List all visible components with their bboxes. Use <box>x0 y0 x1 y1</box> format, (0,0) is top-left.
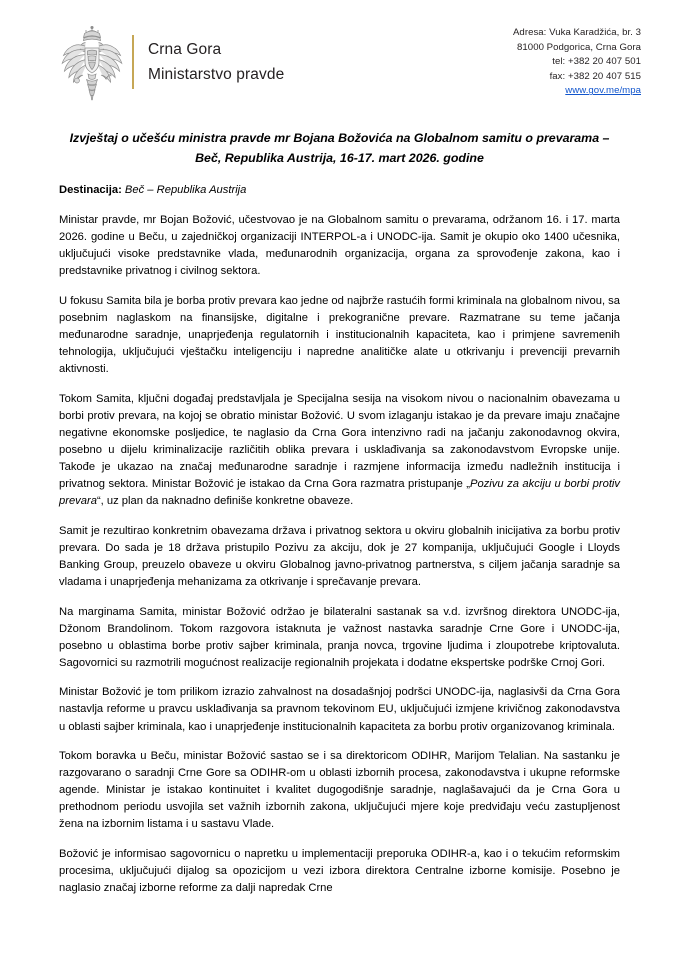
contact-website-row <box>513 84 641 99</box>
paragraph-5: Na marginama Samita, ministar Božović održao je bilateralni sastanak sa v.d. izvršnog direktora UNODC-ija, Džonom Brandolinom. Tokom razgovora istaknuta je važnost nastavka saradnje Crne Gore i UNODC-ija, posebno u oblastima borbe protiv sajber kriminala, pranja novca, trgovine ljudima i zloupotrebe kriptovaluta. Sagovornici su razmotrili mogućnost realizacije regionalnih projekata i dodatne ekspertske podrške Crnoj Gori. <box>59 605 620 669</box>
ministry-name: Ministarstvo pravde <box>148 65 285 83</box>
letterhead <box>0 0 679 102</box>
destination-value: Beč – Republika Austrija <box>124 184 247 197</box>
website-link[interactable]: www.gov.me/mpa <box>565 85 641 97</box>
brand-text <box>148 41 284 82</box>
contact-fax: fax: +382 20 407 515 <box>549 70 641 82</box>
country-name: Crna Gora <box>148 41 222 59</box>
paragraph-2: U fokusu Samita bila je borba protiv prevara kao jedne od najbrže rastućih formi kriminala na globalnom nivou, sa posebnim naglaskom na finansijske, digitalne i prekogranične prevare. Razmatrane su teme jačanja međunarodne saradnje, unaprjeđenja regulatornih i institucionalnih kapaciteta, kao i primjene savremenih tehnologija, uključujući vještačku inteligenciju i napredne analitičke alate u otkrivanju i prevenciji prevarnih aktivnosti. <box>59 294 620 376</box>
paragraph-3-quote: Pozivu za akciju u borbi protiv prevara <box>59 478 621 508</box>
paragraph-3 <box>59 391 620 511</box>
destination-line <box>59 182 620 199</box>
paragraph-3-prefix: Tokom Samita, ključni događaj predstavljala je Specijalna sesija na visokom nivou o nacionalnim obavezama u borbi protiv prevara, na kojoj se obratio ministar Božović. U svom izlaganju istakao je da prevare imaju značajne negativne ekonomske posljedice, te naglasio da Crna Gora intenzivno radi na jačanju zakonodavnog okvira, posebno u dijelu kriminalizacije različitih oblika prevara i usklađivanja sa zakonodavstvom Evropske unije. Takođe je ukazao na značaj međunarodne saradnje i razmjene informacija između nadležnih institucija i privatnog sektora. Ministar Božović je istakao da Crna Gora razmatra pristupanje „ <box>59 392 620 491</box>
brand-block <box>58 22 284 102</box>
contact-telephone: tel: +382 20 407 501 <box>552 56 641 68</box>
brand-divider <box>132 35 134 89</box>
contact-block <box>513 22 641 99</box>
montenegro-coat-of-arms-icon <box>58 22 126 102</box>
destination-label: Destinacija: <box>59 184 122 197</box>
paragraph-3-suffix: “, uz plan da naknadno definiše konkretne obaveze. <box>96 495 354 508</box>
contact-address-line-1: Adresa: Vuka Karadžića, br. 3 <box>512 27 641 38</box>
document-body <box>0 128 679 897</box>
contact-address-line-2: 81000 Podgorica, Crna Gora <box>517 41 641 53</box>
paragraph-6: Ministar Božović je tom prilikom izrazio zahvalnost na dosadašnjoj podršci UNODC-ija, naglasivši da Crna Gora nastavlja reforme u pravcu usklađivanja sa pravnom tekovinom EU, uključujući izmjene krivičnog zakonodavstva u oblasti sajber kriminala, kao i unaprjeđenje institucionalnih kapaciteta za borbu protiv organizovanog kriminala. <box>59 686 620 733</box>
paragraph-4: Samit je rezultirao konkretnim obavezama država i privatnog sektora u okviru globalnih inicijativa za borbu protiv prevara. Do sada je 18 država pristupilo Pozivu za akciju, dok je 27 kompanija, uključujući Google i Lloyds Banking Group, preuzelo obaveze u okviru Globalnog javno-privatnog partnerstva, s ciljem jačanja saradnje sa vladama i unaprjeđenja mehanizama za otkrivanje i sprečavanje prevara. <box>59 524 620 588</box>
paragraph-1: Ministar pravde, mr Bojan Božović, učestvovao je na Globalnom samitu o prevarama, održanom 16. i 17. marta 2026. godine u Beču, u zajedničkoj organizaciji INTERPOL-a i UNODC-ija. Samit je okupio oko 1400 učesnika, uključujući visoke predstavnike vlada, međunarodnih organizacija, organa za sprovođenje zakona, kao i predstavnike privatnog i civilnog sektora. <box>59 213 620 278</box>
document-title: Izvještaj o učešću ministra pravde mr Bojana Božovića na Globalnom samitu o prevarama – Beč, Republika Austrija, 16-17. mart 2026. godine <box>69 131 610 166</box>
paragraph-7: Tokom boravka u Beču, ministar Božović sastao se i sa direktoricom ODIHR, Marijom Telalian. Na sastanku je razgovarano o saradnji Crne Gore sa ODIHR-om u oblasti izbornih procesa, zakonodavstva i ukupne reformske agende. Ministar je istakao kontinuitet i kvalitet dugogodišnje saradnje, naglašavajući da je Crna Gora u prethodnom periodu usvojila set važnih izbornih zakona, uključujući mjere koje predviđaju veću zastupljenost žena na izbornim listama i u sastavu Vlade. <box>59 750 620 831</box>
paragraph-8: Božović je informisao sagovornicu o napretku u implementaciji preporuka ODIHR-a, kao i o tekućim reformskim procesima, uključujući dijalog sa opozicijom u vezi izbora direktora Centralne izborne komisije. Posebno je naglasio značaj izborne reforme za dalji napredak Crne <box>59 847 620 895</box>
